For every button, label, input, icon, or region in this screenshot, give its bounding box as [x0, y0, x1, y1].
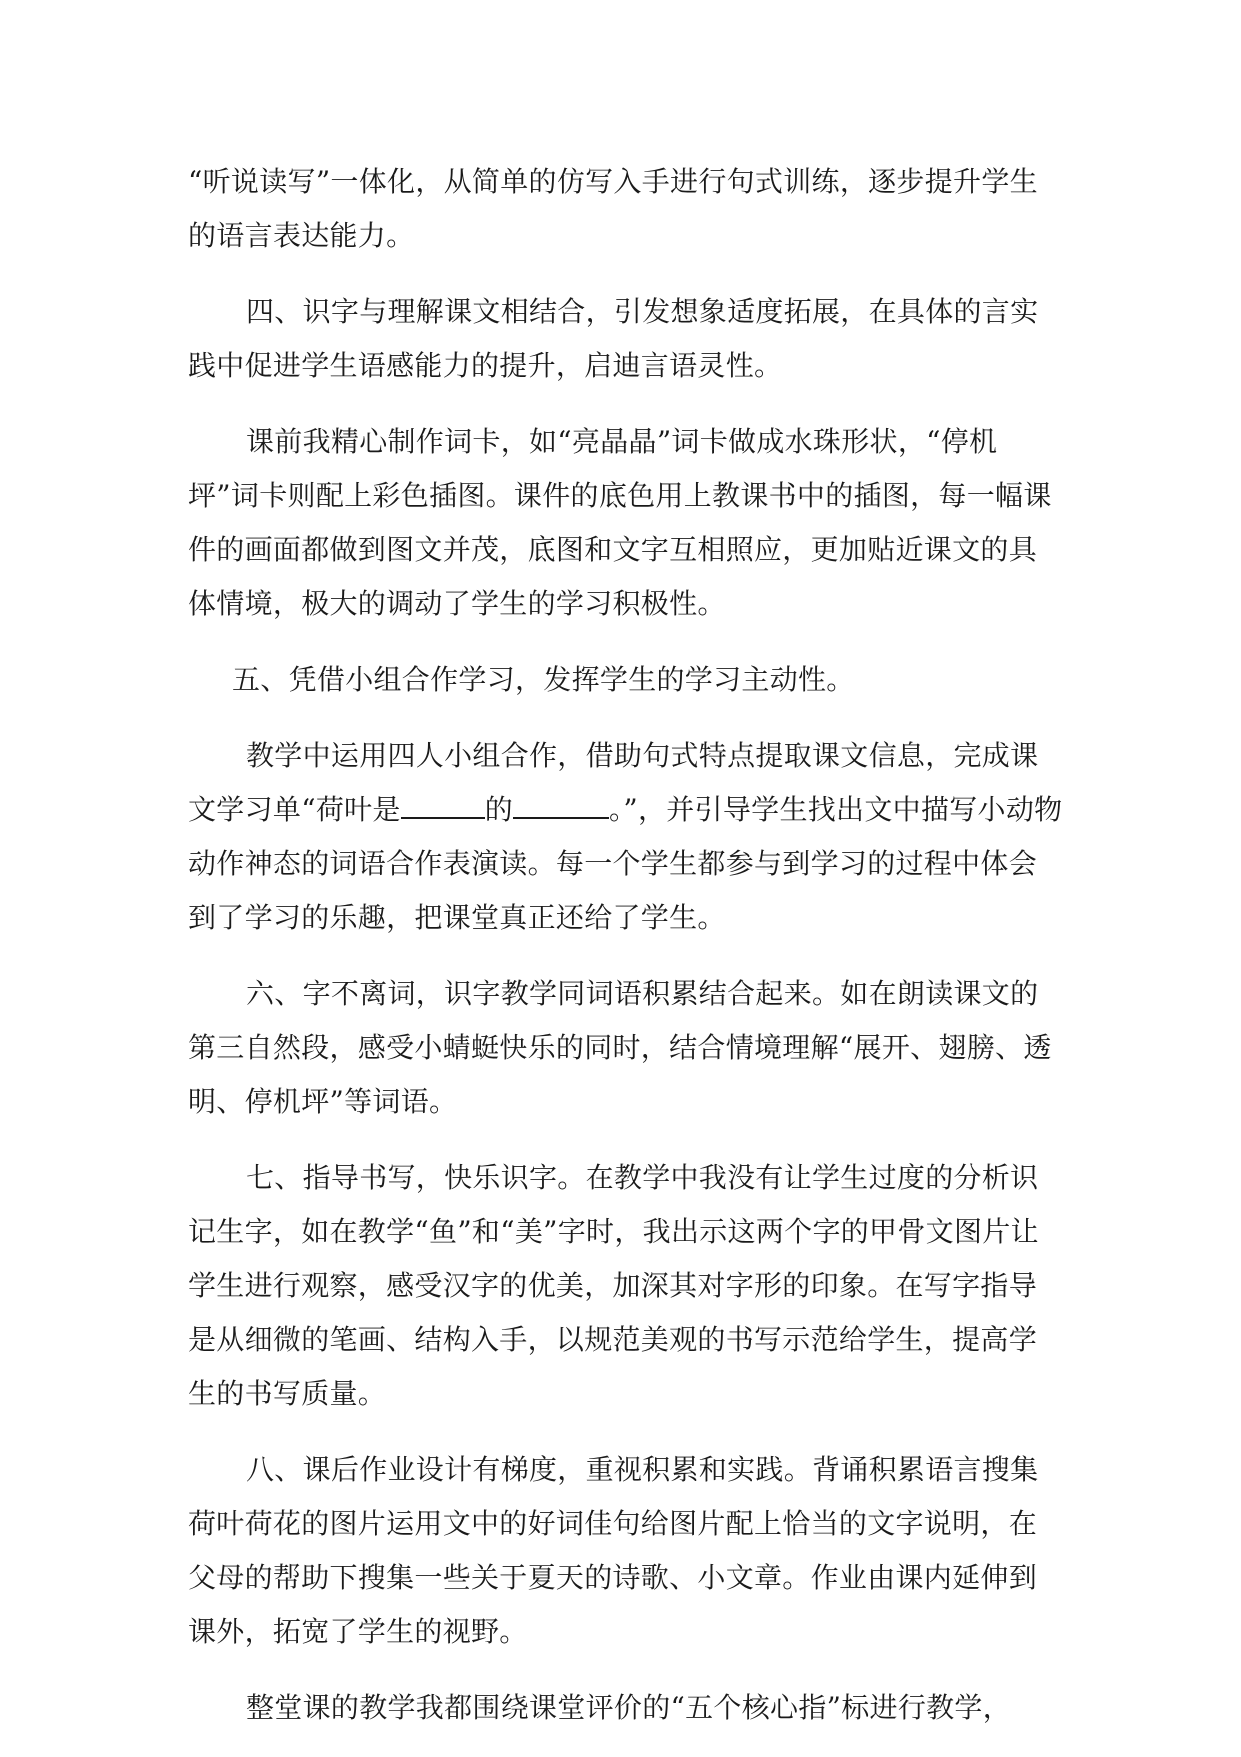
group-work-text-1: 教学中运用四人小组合作，借助句式特点提取课文信息，完成课文学习单“荷叶是: [188, 739, 1039, 826]
paragraph-group-work: [188, 729, 1064, 945]
fill-blank-1: [401, 795, 485, 819]
paragraph-section-8: 八、课后作业设计有梯度，重视积累和实践。背诵积累语言搜集荷叶荷花的图片运用文中的好词佳句给图片配上恰当的文字说明，在父母的帮助下搜集一些关于夏天的诗歌、小文章。作业由课内延伸到课外，拓宽了学生的视野。: [188, 1453, 1039, 1648]
paragraph-continuation: “听说读写”一体化，从简单的仿写入手进行句式训练，逐步提升学生的语言表达能力。: [188, 165, 1038, 252]
document-page: [188, 155, 1064, 1757]
paragraph-word-cards: 课前我精心制作词卡，如“亮晶晶”词卡做成水珠形状，“停机坪”词卡则配上彩色插图。课件的底色用上教课书中的插图，每一幅课件的画面都做到图文并茂，底图和文字互相照应，更加贴近课文的具体情境，极大的调动了学生的学习积极性。: [188, 425, 1052, 620]
paragraph-section-6: 六、字不离词，识字教学同词语积累结合起来。如在朗读课文的第三自然段，感受小蜻蜓快乐的同时，结合情境理解“展开、翅膀、透明、停机坪”等词语。: [188, 977, 1052, 1118]
group-work-text-2: 的: [484, 793, 514, 826]
group-work-text-3: 。”，并引导学生找出文中描写小动物动作神态的词语合作表演读。每一个学生都参与到学习的过程中体会到了学习的乐趣，把课堂真正还给了学生。: [188, 793, 1063, 934]
paragraph-section-7: 七、指导书写，快乐识字。在教学中我没有让学生过度的分析识记生字，如在教学“鱼”和“美”字时，我出示这两个字的甲骨文图片让学生进行观察，感受汉字的优美，加深其对字形的印象。在写字指导是从细微的笔画、结构入手，以规范美观的书写示范给学生，提高学生的书写质量。: [188, 1161, 1039, 1410]
paragraph-section-4: 四、识字与理解课文相结合，引发想象适度拓展，在具体的言实践中促进学生语感能力的提升，启迪言语灵性。: [188, 295, 1039, 382]
fill-blank-2: [513, 795, 609, 819]
paragraph-summary: 整堂课的教学我都围绕课堂评价的“五个核心指”标进行教学，: [246, 1691, 1012, 1724]
paragraph-section-5: 五、凭借小组合作学习，发挥学生的学习主动性。: [232, 663, 855, 696]
